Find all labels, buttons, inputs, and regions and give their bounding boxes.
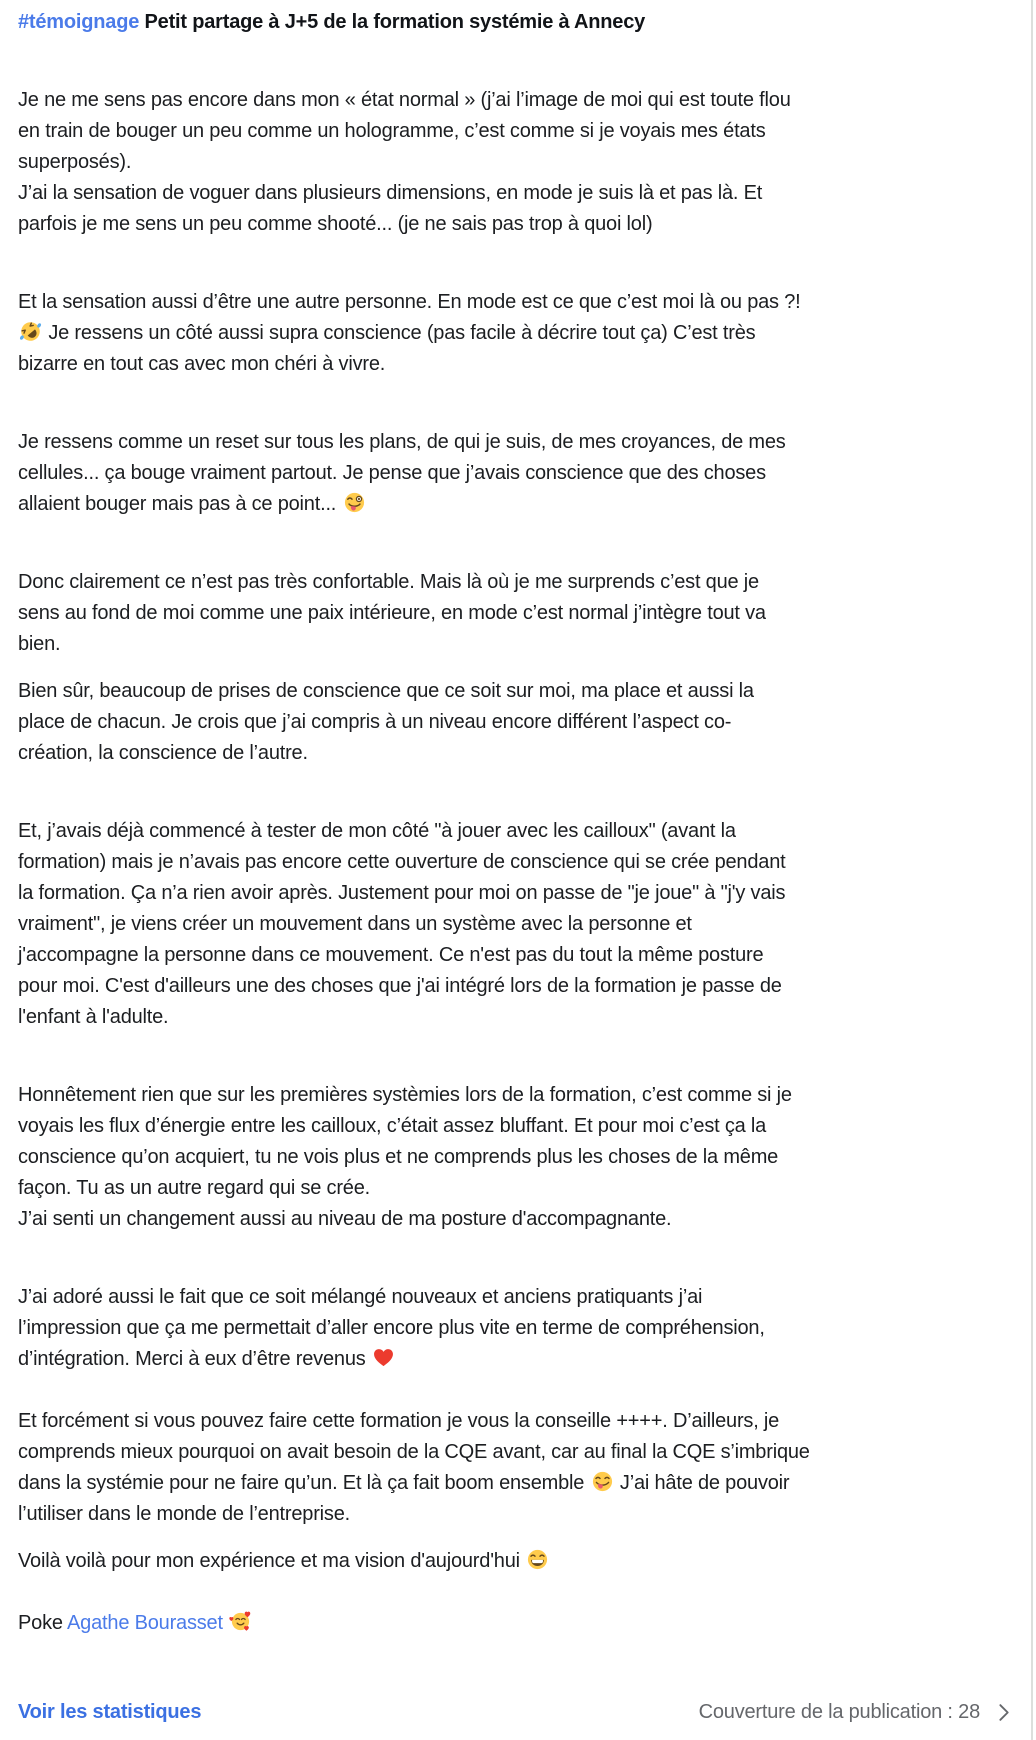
post-title-text: Petit partage à J+5 de la formation systémie à Annecy [139,11,646,33]
hearts-face-emoji [229,1610,252,1633]
post-text: Je ressens comme un reset sur tous les plans, de qui je suis, de mes croyances, de mes cellules... ça bouge vraiment partout. Je pense que j’avais conscience que des choses allaient bouger mais pas à ce point... [18,431,786,515]
reach-label: Couverture de la publication : 28 [698,1701,980,1723]
post-paragraph [18,85,1008,240]
heart-emoji [372,1346,395,1369]
post-text: Donc clairement ce n’est pas très confortable. Mais là où je me surprends c’est que je sens au fond de moi comme une paix intérieure, en mode c’est normal j’intègre tout va bien. [18,571,766,655]
hashtag-link[interactable]: #témoignage [18,11,140,33]
post-text: Poke [18,1612,68,1634]
post-text [223,1612,228,1634]
post-text: Je ne me sens pas encore dans mon « état normal » (j’ai l’image de moi qui est toute flou en train de bouger un peu comme un hologramme, c’est comme si je voyais mes états superposés). J’ai la sensation de voguer dans plusieurs dimensions, en mode je suis là et pas là. Et parfois je me sens un peu comme shooté... (je ne sais pas trop à quoi lol) [18,89,791,235]
post-poke [18,1608,1008,1639]
post-text: Et la sensation aussi d’être une autre personne. En mode est ce que c’est moi là ou pas ?! [18,291,801,313]
post-paragraph [18,1406,1008,1530]
post-text: Honnêtement rien que sur les premières systèmies lors de la formation, c’est comme si je voyais les flux d’énergie entre les cailloux, c’était assez bluffant. Et pour moi c’est ça la conscience qu’on acquiert, tu ne vois plus et ne comprends plus les choses de la même façon. Tu as un autre regard qui se crée. J’ai senti un changement aussi au niveau de ma posture d'accompagnante. [18,1084,792,1230]
post-text: Je ressens un côté aussi supra conscience (pas facile à décrire tout ça) C’est très bizarre en tout cas avec mon chéri à vivre. [18,322,756,375]
post-insights-bar [0,1697,1036,1728]
post-text: Et forcément si vous pouvez faire cette formation je vous la conseille ++++. D’ailleurs, je comprends mieux pourquoi on avait besoin de la CQE avant, car au final la CQE s’imbrique dans la systémie pour ne faire qu’un. Et là ça fait boom ensemble [18,1410,810,1494]
post-paragraph [18,1282,1008,1375]
post-paragraph [18,1546,1008,1577]
post-text: Et, j’avais déjà commencé à tester de mon côté "à jouer avec les cailloux" (avant la formation) mais je n’avais pas encore cette ouverture de conscience qui se crée pendant la formation. Ça n’a rien avoir après. Justement pour moi on passe de "je joue" à "j'y vais vraiment", je viens créer un mouvement dans un système avec la personne et j'accompagne la personne dans ce mouvement. Ce n'est pas du tout la même posture pour moi. C'est d'ailleurs une des choses que j'ai intégré lors de la formation je passe de l'enfant à l'adulte. [18,820,786,1028]
reach-count: 28 [958,1701,980,1723]
view-statistics-link[interactable]: Voir les statistiques [18,1701,202,1723]
post-paragraph [18,427,1008,520]
post-reach-button[interactable] [699,1697,1014,1728]
post-paragraph [18,676,1008,769]
rofl-emoji [19,320,42,343]
zany-emoji [343,491,366,514]
post-paragraph [18,1080,1008,1235]
savor-emoji [591,1470,614,1493]
post-text: Bien sûr, beaucoup de prises de conscience que ce soit sur moi, ma place et aussi la place de chacun. Je crois que j’ai compris à un niveau encore différent l’aspect co- création, la conscience de l’autre. [18,680,754,764]
post-text: J’ai hâte de pouvoir l’utiliser dans le monde de l’entreprise. [18,1472,790,1525]
post-paragraph [18,816,1008,1033]
post-text: Voilà voilà pour mon expérience et ma vision d'aujourd'hui [18,1550,526,1572]
post-paragraph [18,287,1008,380]
post-paragraph [18,567,1008,660]
post-title [18,7,1008,38]
right-edge-divider [1031,0,1033,1740]
beam-emoji [526,1548,549,1571]
chevron-right-icon [993,1702,1014,1723]
mention-link[interactable]: Agathe Bourasset [67,1612,223,1634]
post-text: J’ai adoré aussi le fait que ce soit mélangé nouveaux et anciens pratiquants j’ai l’impression que ça me permettait d’aller encore plus vite en terme de compréhension, d’intégration. Merci à eux d’être revenus [18,1286,765,1370]
